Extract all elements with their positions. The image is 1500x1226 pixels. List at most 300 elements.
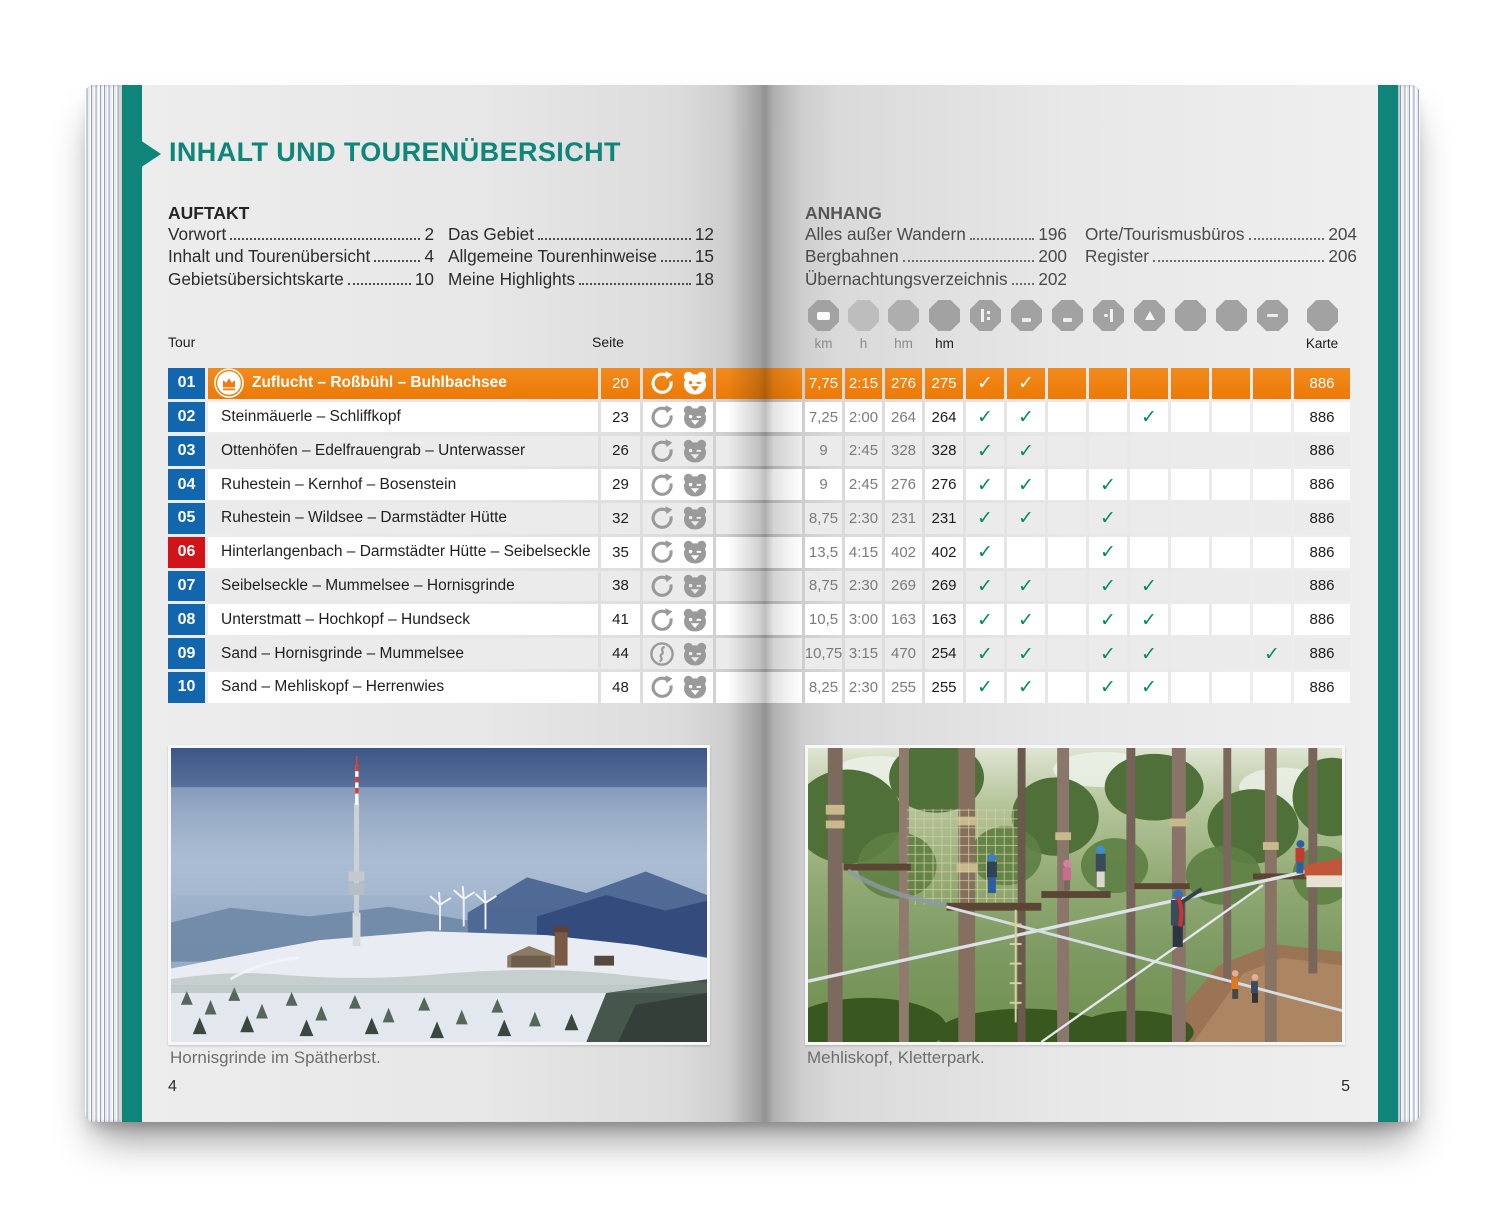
tour-page: 29	[601, 469, 640, 500]
tour-number-badge: 07	[168, 571, 205, 602]
toc-entry	[448, 246, 714, 268]
tour-descent: 402	[925, 537, 963, 568]
spacer-cell	[716, 537, 802, 568]
spacer-cell	[716, 368, 802, 399]
toc-label: Inhalt und Tourenübersicht	[168, 246, 371, 267]
descent-icon	[929, 300, 960, 331]
tour-km: 8,75	[805, 571, 842, 602]
tour-number-badge: 06	[168, 537, 205, 568]
check-cell: ✓	[1089, 537, 1127, 568]
section-title-auftakt: AUFTAKT	[168, 203, 250, 223]
check-cell	[1130, 436, 1168, 467]
tour-page: 48	[601, 672, 640, 703]
tour-icons-cell	[643, 638, 713, 669]
page-title: INHALT UND TOURENÜBERSICHT	[169, 137, 621, 167]
spacer-cell	[716, 436, 802, 467]
tour-name-cell	[208, 537, 598, 568]
check-cell	[1048, 571, 1086, 602]
ascent-icon	[888, 300, 919, 331]
check-cell: ✓	[966, 402, 1004, 433]
page-edges-right	[1398, 85, 1420, 1122]
tour-icons-cell	[643, 503, 713, 534]
toc-page-number: 18	[694, 268, 714, 289]
tour-name-cell	[208, 436, 598, 467]
check-cell	[1048, 436, 1086, 467]
check-cell	[1171, 368, 1209, 399]
dotted-leader	[579, 283, 691, 285]
tour-name: Seibelseckle – Mummelsee – Hornisgrinde	[221, 576, 515, 594]
dotted-leader	[348, 283, 411, 285]
column-header-km: km	[814, 336, 833, 351]
tour-icons-cell	[643, 368, 713, 399]
toc-entry	[168, 269, 434, 291]
check-cell	[1089, 402, 1127, 433]
tour-row-08	[168, 604, 1350, 635]
loop-route-icon	[649, 674, 675, 700]
dotted-leader	[1249, 238, 1325, 240]
bear-icon	[682, 404, 708, 430]
check-cell	[1048, 672, 1086, 703]
tour-row-09	[168, 638, 1350, 669]
tour-attribute-icon-2	[1011, 300, 1042, 331]
check-cell	[1048, 537, 1086, 568]
tour-attribute-icon-8	[1257, 300, 1288, 331]
loop-route-icon	[649, 438, 675, 464]
tour-attribute-icon-6	[1175, 300, 1206, 331]
tour-map-number: 886	[1294, 436, 1350, 467]
check-cell	[1089, 368, 1127, 399]
tour-km: 10,5	[805, 604, 842, 635]
tour-ascent: 328	[885, 436, 922, 467]
kletterpark-photo	[805, 745, 1345, 1045]
toc-page-number: 10	[414, 268, 434, 289]
tour-page: 35	[601, 537, 640, 568]
toc-label: Vorwort	[168, 224, 227, 244]
tour-map-number: 886	[1294, 402, 1350, 433]
tour-km: 9	[805, 436, 842, 467]
spacer-cell	[716, 604, 802, 635]
check-cell	[1253, 672, 1291, 703]
toc-page-number: 196	[1038, 224, 1067, 244]
toc-page-number: 206	[1328, 246, 1357, 267]
tour-duration: 3:00	[845, 604, 882, 635]
check-cell	[1171, 436, 1209, 467]
tour-ascent: 264	[885, 402, 922, 433]
toc-label: Allgemeine Tourenhinweise	[448, 246, 657, 267]
tour-number-badge: 01	[168, 368, 205, 399]
toc-label: Gebietsübersichtskarte	[168, 268, 344, 289]
tour-duration: 2:30	[845, 672, 882, 703]
tour-descent: 328	[925, 436, 963, 467]
check-cell	[1130, 368, 1168, 399]
tour-number-badge: 08	[168, 604, 205, 635]
check-cell	[1212, 436, 1250, 467]
check-cell: ✓	[1007, 672, 1045, 703]
bear-icon	[682, 472, 708, 498]
tour-map-number: 886	[1294, 638, 1350, 669]
tour-name-cell	[208, 402, 598, 433]
loop-route-icon	[649, 505, 675, 531]
tour-name: Unterstmatt – Hochkopf – Hundseck	[221, 610, 470, 628]
toc-auftakt-col2	[448, 224, 714, 291]
tour-icons-cell	[643, 537, 713, 568]
check-cell	[1130, 469, 1168, 500]
check-cell: ✓	[1089, 638, 1127, 669]
spacer-cell	[716, 638, 802, 669]
check-cell: ✓	[1007, 638, 1045, 669]
toc-label: Meine Highlights	[448, 268, 576, 289]
spacer-cell	[716, 503, 802, 534]
tour-km: 7,75	[805, 368, 842, 399]
tour-icons-cell	[643, 469, 713, 500]
check-cell	[1171, 402, 1209, 433]
tour-icons-cell	[643, 571, 713, 602]
check-cell	[1171, 571, 1209, 602]
spacer-cell	[716, 571, 802, 602]
check-cell: ✓	[966, 638, 1004, 669]
tour-ascent: 163	[885, 604, 922, 635]
check-cell	[1253, 368, 1291, 399]
tour-ascent: 276	[885, 469, 922, 500]
tour-page: 23	[601, 402, 640, 433]
loop-route-icon	[649, 404, 675, 430]
tour-map-number: 886	[1294, 537, 1350, 568]
bear-icon	[682, 674, 708, 700]
check-cell	[1253, 503, 1291, 534]
tour-page: 32	[601, 503, 640, 534]
check-cell	[1171, 672, 1209, 703]
tour-map-number: 886	[1294, 368, 1350, 399]
bear-icon	[682, 438, 708, 464]
tour-attribute-icon-1	[970, 300, 1001, 331]
tour-row-06	[168, 537, 1350, 568]
tour-name: Sand – Mehliskopf – Herrenwies	[221, 678, 445, 696]
tour-ascent: 402	[885, 537, 922, 568]
tour-attribute-icon-3	[1052, 300, 1083, 331]
tour-name: Ruhestein – Kernhof – Bosenstein	[221, 475, 457, 493]
check-cell	[1212, 604, 1250, 635]
tour-ascent: 276	[885, 368, 922, 399]
bear-icon	[682, 607, 708, 633]
tour-duration: 2:45	[845, 469, 882, 500]
tour-name-cell	[208, 503, 598, 534]
toc-label: Das Gebiet	[448, 224, 534, 244]
map-icon	[1307, 300, 1338, 331]
right-photo-caption: Mehliskopf, Kletterpark.	[807, 1048, 985, 1067]
tour-row-03	[168, 436, 1350, 467]
tour-descent: 275	[925, 368, 963, 399]
dotted-leader	[374, 260, 420, 262]
check-cell: ✓	[1089, 571, 1127, 602]
tour-map-number: 886	[1294, 604, 1350, 635]
check-cell	[1212, 638, 1250, 669]
toc-label: Register	[1085, 246, 1149, 267]
tour-attribute-icon-5	[1134, 300, 1165, 331]
tour-page: 41	[601, 604, 640, 635]
linear-route-icon	[649, 641, 675, 667]
tour-km: 9	[805, 469, 842, 500]
column-header-seite: Seite	[592, 334, 624, 350]
tour-descent: 231	[925, 503, 963, 534]
column-header-tour: Tour	[168, 334, 196, 350]
check-cell: ✓	[1089, 503, 1127, 534]
tour-descent: 269	[925, 571, 963, 602]
hornisgrinde-photo	[168, 745, 710, 1045]
tour-duration: 3:15	[845, 638, 882, 669]
toc-page-number: 15	[694, 246, 714, 267]
tour-ascent: 231	[885, 503, 922, 534]
tour-icons-cell	[643, 672, 713, 703]
toc-entry	[168, 246, 434, 268]
left-photo-caption: Hornisgrinde im Spätherbst.	[170, 1048, 381, 1067]
tour-name: Ruhestein – Wildsee – Darmstädter Hütte	[221, 509, 508, 527]
toc-page-number: 2	[424, 224, 434, 244]
check-cell	[1171, 604, 1209, 635]
check-cell	[1212, 402, 1250, 433]
loop-route-icon	[649, 370, 675, 396]
toc-auftakt-col1	[168, 224, 434, 291]
check-cell: ✓	[966, 368, 1004, 399]
check-cell	[1171, 469, 1209, 500]
tour-duration: 2:30	[845, 571, 882, 602]
tour-row-05	[168, 503, 1350, 534]
bear-icon	[682, 505, 708, 531]
tour-name-cell	[208, 604, 598, 635]
loop-route-icon	[649, 472, 675, 498]
tour-number-badge: 10	[168, 672, 205, 703]
check-cell	[1212, 368, 1250, 399]
spacer-cell	[716, 672, 802, 703]
check-cell: ✓	[1007, 368, 1045, 399]
check-cell: ✓	[1089, 672, 1127, 703]
bear-icon	[682, 573, 708, 599]
check-cell	[1253, 537, 1291, 568]
tour-descent: 254	[925, 638, 963, 669]
tour-attribute-icon-7	[1216, 300, 1247, 331]
tour-number-badge: 04	[168, 469, 205, 500]
check-cell: ✓	[966, 672, 1004, 703]
check-cell	[1212, 672, 1250, 703]
tour-icons-cell	[643, 604, 713, 635]
toc-label: Alles außer Wandern	[805, 224, 966, 244]
teal-band-right	[1378, 85, 1398, 1122]
toc-label: Orte/Tourismusbüros	[1085, 224, 1245, 244]
bear-icon	[682, 539, 708, 565]
dotted-leader	[661, 260, 691, 262]
bear-icon	[682, 641, 708, 667]
check-cell	[1253, 436, 1291, 467]
tour-name-cell	[208, 571, 598, 602]
check-cell	[1212, 537, 1250, 568]
tour-name-cell	[208, 469, 598, 500]
tour-page: 44	[601, 638, 640, 669]
tour-attribute-icon-4	[1093, 300, 1124, 331]
toc-page-number: 200	[1038, 246, 1067, 267]
spacer-cell	[716, 402, 802, 433]
check-cell: ✓	[1007, 571, 1045, 602]
tour-descent: 264	[925, 402, 963, 433]
left-page-number: 4	[168, 1078, 177, 1095]
check-cell: ✓	[1130, 571, 1168, 602]
toc-entry	[805, 246, 1067, 268]
check-cell: ✓	[1089, 469, 1127, 500]
tour-descent: 163	[925, 604, 963, 635]
tour-number-badge: 05	[168, 503, 205, 534]
tour-name: Hinterlangenbach – Darmstädter Hütte – Seibelseckle	[221, 543, 591, 561]
check-cell	[1089, 436, 1127, 467]
toc-page-number: 4	[424, 246, 434, 267]
check-cell	[1048, 503, 1086, 534]
crown-highlight-icon	[214, 368, 244, 398]
check-cell: ✓	[1130, 672, 1168, 703]
column-header-hm-up: hm	[894, 336, 913, 351]
dotted-leader	[903, 260, 1035, 262]
check-cell: ✓	[1007, 402, 1045, 433]
toc-page-number: 12	[694, 224, 714, 244]
title-arrow-icon	[140, 140, 161, 168]
tour-name: Sand – Hornisgrinde – Mummelsee	[221, 644, 464, 662]
loop-route-icon	[649, 539, 675, 565]
dotted-leader	[538, 238, 691, 240]
toc-entry	[168, 224, 434, 246]
check-cell: ✓	[966, 469, 1004, 500]
check-cell: ✓	[1007, 604, 1045, 635]
tour-icons-cell	[643, 402, 713, 433]
toc-entry	[1085, 246, 1357, 268]
check-cell: ✓	[1007, 469, 1045, 500]
tour-km: 10,75	[805, 638, 842, 669]
check-cell: ✓	[966, 436, 1004, 467]
toc-label: Bergbahnen	[805, 246, 899, 267]
tour-map-number: 886	[1294, 469, 1350, 500]
tour-number-badge: 09	[168, 638, 205, 669]
check-cell	[1048, 368, 1086, 399]
check-cell: ✓	[1130, 638, 1168, 669]
dotted-leader	[970, 238, 1035, 240]
teal-band-left	[122, 85, 142, 1122]
check-cell	[1253, 402, 1291, 433]
check-cell	[1171, 503, 1209, 534]
toc-anhang-col1	[805, 224, 1067, 291]
tour-name-cell	[208, 672, 598, 703]
tour-number-badge: 02	[168, 402, 205, 433]
check-cell: ✓	[1130, 402, 1168, 433]
tour-descent: 255	[925, 672, 963, 703]
check-cell	[1171, 638, 1209, 669]
check-cell: ✓	[1089, 604, 1127, 635]
tour-row-04	[168, 469, 1350, 500]
page-edges-left	[85, 85, 122, 1122]
check-cell	[1130, 503, 1168, 534]
check-cell	[1048, 604, 1086, 635]
tour-name: Zuflucht – Roßbühl – Buhlbachsee	[252, 374, 507, 392]
toc-entry	[805, 269, 1067, 291]
tour-row-10	[168, 672, 1350, 703]
tour-ascent: 470	[885, 638, 922, 669]
check-cell	[1048, 638, 1086, 669]
spacer-cell	[716, 469, 802, 500]
tour-row-01	[168, 368, 1350, 399]
check-cell	[1171, 537, 1209, 568]
toc-entry	[805, 224, 1067, 246]
tour-name-cell	[208, 638, 598, 669]
check-cell: ✓	[1007, 503, 1045, 534]
loop-route-icon	[649, 573, 675, 599]
check-cell	[1130, 537, 1168, 568]
section-title-anhang: ANHANG	[805, 203, 882, 223]
toc-page-number: 204	[1328, 224, 1357, 244]
tour-name: Ottenhöfen – Edelfrauengrab – Unterwasser	[221, 441, 526, 459]
tour-name: Steinmäuerle – Schliffkopf	[221, 408, 401, 426]
tour-ascent: 255	[885, 672, 922, 703]
tour-km: 7,25	[805, 402, 842, 433]
check-cell	[1212, 571, 1250, 602]
distance-icon	[808, 300, 839, 331]
check-cell	[1253, 469, 1291, 500]
toc-entry	[448, 224, 714, 246]
check-cell: ✓	[966, 571, 1004, 602]
tour-duration: 2:15	[845, 368, 882, 399]
tour-map-number: 886	[1294, 571, 1350, 602]
column-header-karte: Karte	[1305, 336, 1339, 351]
tour-km: 8,25	[805, 672, 842, 703]
check-cell	[1212, 469, 1250, 500]
loop-route-icon	[649, 607, 675, 633]
tour-map-number: 886	[1294, 503, 1350, 534]
bear-icon	[682, 370, 708, 396]
tour-duration: 2:30	[845, 503, 882, 534]
column-header-h: h	[859, 336, 868, 351]
toc-label: Übernachtungsverzeichnis	[805, 268, 1008, 289]
tour-table	[168, 368, 1350, 706]
check-cell	[1253, 571, 1291, 602]
tour-icons-cell	[643, 436, 713, 467]
check-cell	[1048, 402, 1086, 433]
right-page-number: 5	[1341, 1078, 1350, 1095]
tour-number-badge: 03	[168, 436, 205, 467]
tour-map-number: 886	[1294, 672, 1350, 703]
check-cell: ✓	[1007, 436, 1045, 467]
tour-row-02	[168, 402, 1350, 433]
duration-icon	[848, 300, 879, 331]
check-cell: ✓	[966, 537, 1004, 568]
toc-entry	[448, 269, 714, 291]
check-cell	[1007, 537, 1045, 568]
tour-km: 13,5	[805, 537, 842, 568]
tour-page: 26	[601, 436, 640, 467]
column-header-hm-down: hm	[935, 336, 954, 351]
tour-descent: 276	[925, 469, 963, 500]
check-cell: ✓	[966, 503, 1004, 534]
check-cell: ✓	[1253, 638, 1291, 669]
check-cell	[1048, 469, 1086, 500]
tour-duration: 4:15	[845, 537, 882, 568]
dotted-leader	[1012, 283, 1035, 285]
check-cell: ✓	[1130, 604, 1168, 635]
check-cell	[1212, 503, 1250, 534]
tour-row-07	[168, 571, 1350, 602]
toc-entry	[1085, 224, 1357, 246]
tour-km: 8,75	[805, 503, 842, 534]
tour-name-cell	[208, 368, 598, 399]
tour-page: 38	[601, 571, 640, 602]
tour-duration: 2:45	[845, 436, 882, 467]
dotted-leader	[1153, 260, 1324, 262]
check-cell: ✓	[966, 604, 1004, 635]
tour-page: 20	[601, 368, 640, 399]
tour-duration: 2:00	[845, 402, 882, 433]
toc-page-number: 202	[1038, 268, 1067, 289]
